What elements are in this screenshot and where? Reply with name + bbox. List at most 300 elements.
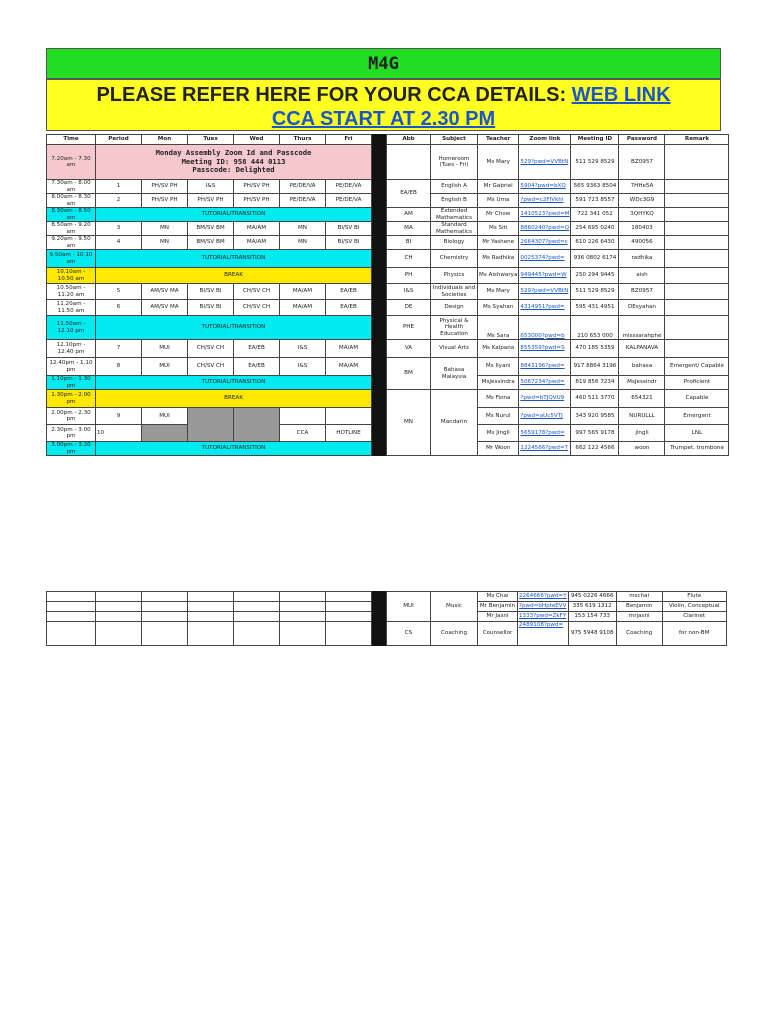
remark-cell: LNL (665, 425, 729, 442)
divider (372, 390, 387, 408)
period-row (47, 236, 387, 250)
tutorial-row (47, 376, 387, 390)
time-cell: 10.50am - 11.20 am (47, 284, 96, 300)
divider (372, 284, 387, 300)
lesson-cell: BI/SV BI (326, 222, 372, 236)
password-cell: 180403 (619, 222, 665, 236)
password-cell: radhika (619, 250, 665, 268)
empty-cell (280, 622, 326, 646)
col-header: Tues (188, 135, 234, 145)
teacher-cell: Ms Chai (478, 592, 518, 602)
remark-cell (665, 145, 729, 180)
lesson-cell (326, 408, 372, 425)
meeting-id-cell: 945 0226 4666 (568, 592, 616, 602)
lesson-cell: MN (280, 222, 326, 236)
meeting-id-cell: 250 294 9445 (571, 268, 619, 284)
subject-cell: Physical & Health Education (431, 316, 478, 340)
remark-cell (665, 208, 729, 222)
password-cell: BZ0957 (619, 145, 665, 180)
break-row (47, 268, 387, 284)
meeting-id-cell: 997 565 9178 (571, 425, 619, 442)
period-row (47, 194, 387, 208)
cca-notice-text: PLEASE REFER HERE FOR YOUR CCA DETAILS: (96, 84, 567, 106)
period-cell: 5 (96, 284, 142, 300)
zoom-link[interactable]: 2489108?pwd= (518, 622, 569, 646)
subject-cell: Coaching (431, 622, 478, 646)
abb-cell: CH (387, 250, 431, 268)
lesson-cell: AM/SV MA (142, 300, 188, 316)
subject-cell: Biology (431, 236, 478, 250)
lesson-cell: MA/AM (234, 236, 280, 250)
cca-start-link[interactable]: CCA START AT 2.30 PM (271, 108, 496, 130)
tutorial-transition: TUTORIAL/TRANSITION (96, 316, 372, 340)
lesson-cell: I&S (280, 358, 326, 376)
abb-cell: MA (387, 222, 431, 236)
empty-cell (96, 612, 142, 622)
password-cell: bahasa (619, 358, 665, 376)
lesson-cell: PE/DE/VA (280, 180, 326, 194)
remark-cell (665, 250, 729, 268)
empty-cell (188, 602, 234, 612)
remark-cell: Violin, Conceptual (662, 602, 726, 612)
col-header: Meeting ID (571, 135, 619, 145)
zoom-link[interactable]: 949445?pwd=W (519, 268, 571, 284)
abb-cell: MUI (387, 592, 431, 622)
tutorial-row (47, 208, 387, 222)
empty-cell (234, 592, 280, 602)
period-row (47, 300, 387, 316)
time-cell: 7.20am - 7.30 am (47, 145, 96, 180)
password-cell: 490056 (619, 236, 665, 250)
table-row (387, 250, 729, 268)
divider (372, 376, 387, 390)
remark-cell: Trumpet, trombone (665, 442, 729, 456)
zoom-link[interactable]: ?pwd=c2FIVkhi (519, 194, 571, 208)
meeting-id-cell: 460 511 3770 (571, 390, 619, 408)
remark-cell (665, 268, 729, 284)
divider (372, 180, 387, 194)
meeting-id-cell: 153 154 733 (568, 612, 616, 622)
table-row (387, 390, 729, 408)
meeting-id-cell: 565 9363 8504 (571, 180, 619, 194)
tutorial-transition: TUTORIAL/TRANSITION (96, 442, 372, 456)
tutorial-transition: TUTORIAL/TRANSITION (96, 208, 372, 222)
period-row (47, 358, 387, 376)
empty-cell (188, 612, 234, 622)
meeting-id-cell: 335 619 1312 (568, 602, 616, 612)
subject-cell: Physics (431, 268, 478, 284)
password-cell: Coaching (616, 622, 662, 646)
zoom-link[interactable]: 0025374?pwd= (519, 250, 571, 268)
meeting-id-cell: 591 723 8557 (571, 194, 619, 208)
teacher-cell: Mr Jasni (478, 612, 518, 622)
lesson-cell: MN (142, 236, 188, 250)
divider (372, 442, 387, 456)
abb-cell: PHE (387, 316, 431, 340)
lesson-cell: BI/SV BI (188, 284, 234, 300)
lesson-cell: CH/SV CH (188, 358, 234, 376)
lesson-cell: BI/SV BI (326, 236, 372, 250)
lesson-cell: MUI (142, 358, 188, 376)
lesson-cell: EA/EB (326, 300, 372, 316)
lesson-cell: PH/SV PH (142, 194, 188, 208)
col-header: Time (47, 135, 96, 145)
remark-cell (665, 340, 729, 358)
empty-cell (47, 612, 96, 622)
tutorial-row (47, 250, 387, 268)
teacher-cell: Ms Radhika (478, 250, 519, 268)
divider (372, 602, 387, 612)
teacher-cell: Ms Uma (478, 194, 519, 208)
teacher-cell: Mr Benjamin (478, 602, 518, 612)
table-row (387, 268, 729, 284)
zoom-link[interactable]: 1224566?pwd=T (519, 442, 571, 456)
subject-table (386, 134, 729, 456)
lesson-cell: PH/SV PH (142, 180, 188, 194)
remark-cell: for non-BM (662, 622, 726, 646)
subject-cell: Mandarin (431, 390, 478, 456)
col-header: Abb (387, 135, 431, 145)
zoom-link[interactable]: ?pwd=bTJQVU9 (519, 390, 571, 408)
table-row (387, 222, 729, 236)
web-link[interactable]: WEB LINK (571, 84, 671, 106)
abb-cell: VA (387, 340, 431, 358)
time-cell: 10.10am - 10.50 am (47, 268, 96, 284)
break-row (47, 390, 387, 408)
password-cell: MsJessindr (619, 376, 665, 390)
divider (372, 592, 387, 602)
lesson-cell: AM/SV MA (142, 284, 188, 300)
zoom-link[interactable]: ?pwd=bHpteEVV (518, 602, 569, 612)
class-title: M4G (368, 54, 399, 74)
lesson-cell: MA/AM (326, 340, 372, 358)
teacher-cell: Mr Chow (478, 208, 519, 222)
empty-cell (142, 622, 188, 646)
remark-cell: Proficient (665, 376, 729, 390)
empty-row (47, 612, 387, 622)
time-cell: 2.30pm - 3.00 pm (47, 425, 96, 442)
empty-cell (47, 592, 96, 602)
table-row (387, 300, 729, 316)
lesson-cell: HOTLINE (326, 425, 372, 442)
col-header: Wed (234, 135, 280, 145)
subject-cell: Design (431, 300, 478, 316)
password-cell: 7HHe5A (619, 180, 665, 194)
zoom-link[interactable]: 5904?pwd=bXQ (519, 180, 571, 194)
col-header: Period (96, 135, 142, 145)
divider (372, 622, 387, 646)
period-cell: 6 (96, 300, 142, 316)
meeting-id-cell: 511 529 8529 (571, 145, 619, 180)
zoom-link[interactable]: 5067234?pwd= (519, 376, 571, 390)
abb-cell: MN (387, 390, 431, 456)
teacher-cell: Ms Aishwarya (478, 268, 519, 284)
divider (372, 222, 387, 236)
teacher-cell: Ms Mary (478, 145, 519, 180)
col-header: Teacher (478, 135, 519, 145)
time-cell: 8.30am - 8.50 am (47, 208, 96, 222)
time-cell: 11.20am - 11.50 am (47, 300, 96, 316)
table-row (387, 208, 729, 222)
time-cell: 2.00pm - 2.30 pm (47, 408, 96, 425)
password-cell: woon (619, 442, 665, 456)
meeting-id-cell: 511 529 8529 (571, 284, 619, 300)
table-row (387, 284, 729, 300)
break-label: BREAK (96, 268, 372, 284)
period-cell: 9 (96, 408, 142, 425)
lesson-cell: I&S (280, 340, 326, 358)
table-row (387, 194, 729, 208)
tutorial-transition: TUTORIAL/TRANSITION (96, 376, 372, 390)
zoom-link[interactable]: 8843196?pwd= (519, 358, 571, 376)
music-coaching-table (386, 591, 727, 646)
divider (372, 268, 387, 284)
empty-cell (142, 592, 188, 602)
empty-cell (96, 592, 142, 602)
password-cell: BZ0957 (619, 284, 665, 300)
divider (372, 236, 387, 250)
empty-cell (142, 602, 188, 612)
empty-cell (326, 592, 372, 602)
teacher-cell: Ms Jingli (478, 425, 519, 442)
subject-cell: English B (431, 194, 478, 208)
empty-cell (234, 612, 280, 622)
teacher-cell: Ms Ilyani (478, 358, 519, 376)
lesson-cell: EA/EB (234, 358, 280, 376)
remark-cell (665, 236, 729, 250)
password-cell: misssarahphe (619, 316, 665, 340)
assembly-line3: Passcode: Delighted (192, 165, 275, 175)
col-header: Remark (665, 135, 729, 145)
col-header: Password (619, 135, 665, 145)
timetable (46, 134, 387, 456)
abb-cell: EA/EB (387, 180, 431, 208)
abb-cell: BI (387, 236, 431, 250)
class-title-bar (46, 48, 721, 79)
abb-cell: I&S (387, 284, 431, 300)
empty-cell (326, 622, 372, 646)
divider (372, 135, 387, 145)
meeting-id-cell: 595 431 4951 (571, 300, 619, 316)
empty-grid (46, 591, 387, 646)
password-cell: jingli (619, 425, 665, 442)
remark-cell (665, 284, 729, 300)
lesson-cell: I&S (188, 180, 234, 194)
remark-cell (665, 316, 729, 340)
remark-cell: Flute (662, 592, 726, 602)
lesson-cell: MN (142, 222, 188, 236)
abb-cell: PH (387, 268, 431, 284)
meeting-id-cell: 470 185 5359 (571, 340, 619, 358)
lesson-cell: PH/SV PH (234, 194, 280, 208)
lesson-cell (280, 408, 326, 425)
teacher-cell: Ms Fiona (478, 390, 519, 408)
divider (372, 358, 387, 376)
remark-cell: Emergent (665, 408, 729, 425)
meeting-id-cell: 210 653 000 (571, 316, 619, 340)
time-cell: 11.50am - 12.10 pm (47, 316, 96, 340)
remark-cell (665, 194, 729, 208)
teacher-cell: Mr Yashene (478, 236, 519, 250)
lesson-cell: CH/SV CH (188, 340, 234, 358)
password-cell: 3QHYKQ (619, 208, 665, 222)
empty-row (47, 602, 387, 612)
teacher-cell: MsJessindra (478, 376, 519, 390)
meeting-id-cell: 662 122 4566 (571, 442, 619, 456)
subject-cell: Standard Mathematics (431, 222, 478, 236)
table-row (387, 622, 727, 646)
tutorial-row (47, 316, 387, 340)
zoom-link[interactable]: 855359?pwd=S (519, 340, 571, 358)
divider (372, 425, 387, 442)
meeting-id-cell: 819 856 7234 (571, 376, 619, 390)
meeting-id-cell: 917 8864 3196 (571, 358, 619, 376)
meeting-id-cell: 975 5948 9108 (568, 622, 616, 646)
password-cell: DEsyahan (619, 300, 665, 316)
remark-cell: Emergent/ Capable (665, 358, 729, 376)
teacher-cell: Ms Kalpana (478, 340, 519, 358)
meeting-id-cell: 936 0802 6174 (571, 250, 619, 268)
col-header: Mon (142, 135, 188, 145)
subject-cell: Extended Mathematics (431, 208, 478, 222)
time-cell: 3.00pm - 3.20 pm (47, 442, 96, 456)
lesson-cell: BM/SV BM (188, 236, 234, 250)
lesson-cell: MA/AM (280, 300, 326, 316)
zoom-link[interactable]: 1410523?pwd=M (519, 208, 571, 222)
period-cell: 10 (96, 425, 142, 442)
tutorial-transition: TUTORIAL/TRANSITION (96, 250, 372, 268)
lesson-cell: MUI (142, 340, 188, 358)
period-cell: 8 (96, 358, 142, 376)
lesson-cell: CH/SV CH (234, 284, 280, 300)
blocked-cell (234, 408, 280, 442)
zoom-link[interactable]: 5659178?pwd= (519, 425, 571, 442)
col-header: Fri (326, 135, 372, 145)
lesson-cell: PE/DE/VA (326, 180, 372, 194)
teacher-cell: Counsellor (478, 622, 518, 646)
table-row (387, 180, 729, 194)
lesson-cell: PE/DE/VA (280, 194, 326, 208)
remark-cell (665, 300, 729, 316)
zoom-link[interactable]: 8860240?pwd=Q (519, 222, 571, 236)
subject-cell: English A (431, 180, 478, 194)
abb-cell: DE (387, 300, 431, 316)
table-row (387, 358, 729, 376)
subject-cell: Homeroom (Tues - Fri) (431, 145, 478, 180)
password-cell: aish (619, 268, 665, 284)
col-header: Thurs (280, 135, 326, 145)
lesson-cell: PH/SV PH (234, 180, 280, 194)
divider (372, 316, 387, 340)
tutorial-row (47, 442, 387, 456)
empty-cell (280, 592, 326, 602)
break-label: BREAK (96, 390, 372, 408)
timetable-header-row (47, 135, 387, 145)
subject-cell: Individuals and Societies (431, 284, 478, 300)
meeting-id-cell: 343 920 9585 (571, 408, 619, 425)
zoom-link[interactable]: 1333?pwd=ZkFY (518, 612, 569, 622)
divider (372, 194, 387, 208)
zoom-link[interactable]: 529?pwd=VVBtN (519, 145, 571, 180)
teacher-cell: Ms Sara (478, 316, 519, 340)
table-row (387, 340, 729, 358)
time-cell: 12.40pm - 1.10 pm (47, 358, 96, 376)
lesson-cell: CCA (280, 425, 326, 442)
table-row (387, 592, 727, 602)
remark-cell (665, 222, 729, 236)
password-cell: mschai (616, 592, 662, 602)
col-header: Zoom link (519, 135, 571, 145)
empty-row (47, 592, 387, 602)
time-cell: 8.00am - 8.30 am (47, 194, 96, 208)
zoom-link[interactable]: 4314951?pwd= (519, 300, 571, 316)
remark-cell (665, 180, 729, 194)
zoom-link[interactable]: 653000?pwd=b (519, 316, 571, 340)
assembly-line2: Meeting ID: 958 444 0113 (181, 156, 286, 166)
empty-cell (142, 612, 188, 622)
blocked-cell (188, 408, 234, 442)
period-cell: 1 (96, 180, 142, 194)
zoom-link[interactable]: 529?pwd=VVBtN (519, 284, 571, 300)
remark-cell: Clarinet (662, 612, 726, 622)
lesson-cell: PE/DE/VA (326, 194, 372, 208)
subject-cell: Chemistry (431, 250, 478, 268)
time-cell: 1.10pm - 1.30 pm (47, 376, 96, 390)
zoom-link[interactable]: 2264666?pwd=Y (518, 592, 569, 602)
table-row (387, 236, 729, 250)
abb-cell (387, 145, 431, 180)
time-cell: 9.20am - 9.50 am (47, 236, 96, 250)
divider (372, 250, 387, 268)
subject-cell: Visual Arts (431, 340, 478, 358)
empty-cell (188, 622, 234, 646)
empty-cell (47, 602, 96, 612)
period-row (47, 180, 387, 194)
meeting-id-cell: 610 226 6430 (571, 236, 619, 250)
meeting-id-cell: 722 341 052 (571, 208, 619, 222)
lesson-cell: MA/AM (234, 222, 280, 236)
password-cell: mrjasni (616, 612, 662, 622)
period-cell: 7 (96, 340, 142, 358)
teacher-cell: Ms Siti (478, 222, 519, 236)
empty-row (47, 622, 387, 646)
lesson-cell: MA/AM (326, 358, 372, 376)
empty-cell (96, 622, 142, 646)
time-cell: 7.30am - 8.00 am (47, 180, 96, 194)
period-row (47, 340, 387, 358)
remark-cell: Capable (665, 390, 729, 408)
teacher-cell: Ms Nurul (478, 408, 519, 425)
col-header: Subject (431, 135, 478, 145)
divider (372, 612, 387, 622)
teacher-cell: Mr Woon (478, 442, 519, 456)
subject-cell: Bahasa Malaysia (431, 358, 478, 390)
zoom-link[interactable]: 2664307?pwd=c (519, 236, 571, 250)
divider (372, 300, 387, 316)
password-cell: NURULLL (619, 408, 665, 425)
password-cell: WDc3G9 (619, 194, 665, 208)
period-cell: 2 (96, 194, 142, 208)
empty-cell (326, 602, 372, 612)
table-row (387, 316, 729, 340)
divider (372, 408, 387, 425)
lesson-cell: BI/SV BI (188, 300, 234, 316)
empty-cell (188, 592, 234, 602)
zoom-link[interactable]: ?pwd=aUc5VTJ (519, 408, 571, 425)
empty-cell (280, 612, 326, 622)
lesson-cell: MN (280, 236, 326, 250)
abb-cell: AM (387, 208, 431, 222)
